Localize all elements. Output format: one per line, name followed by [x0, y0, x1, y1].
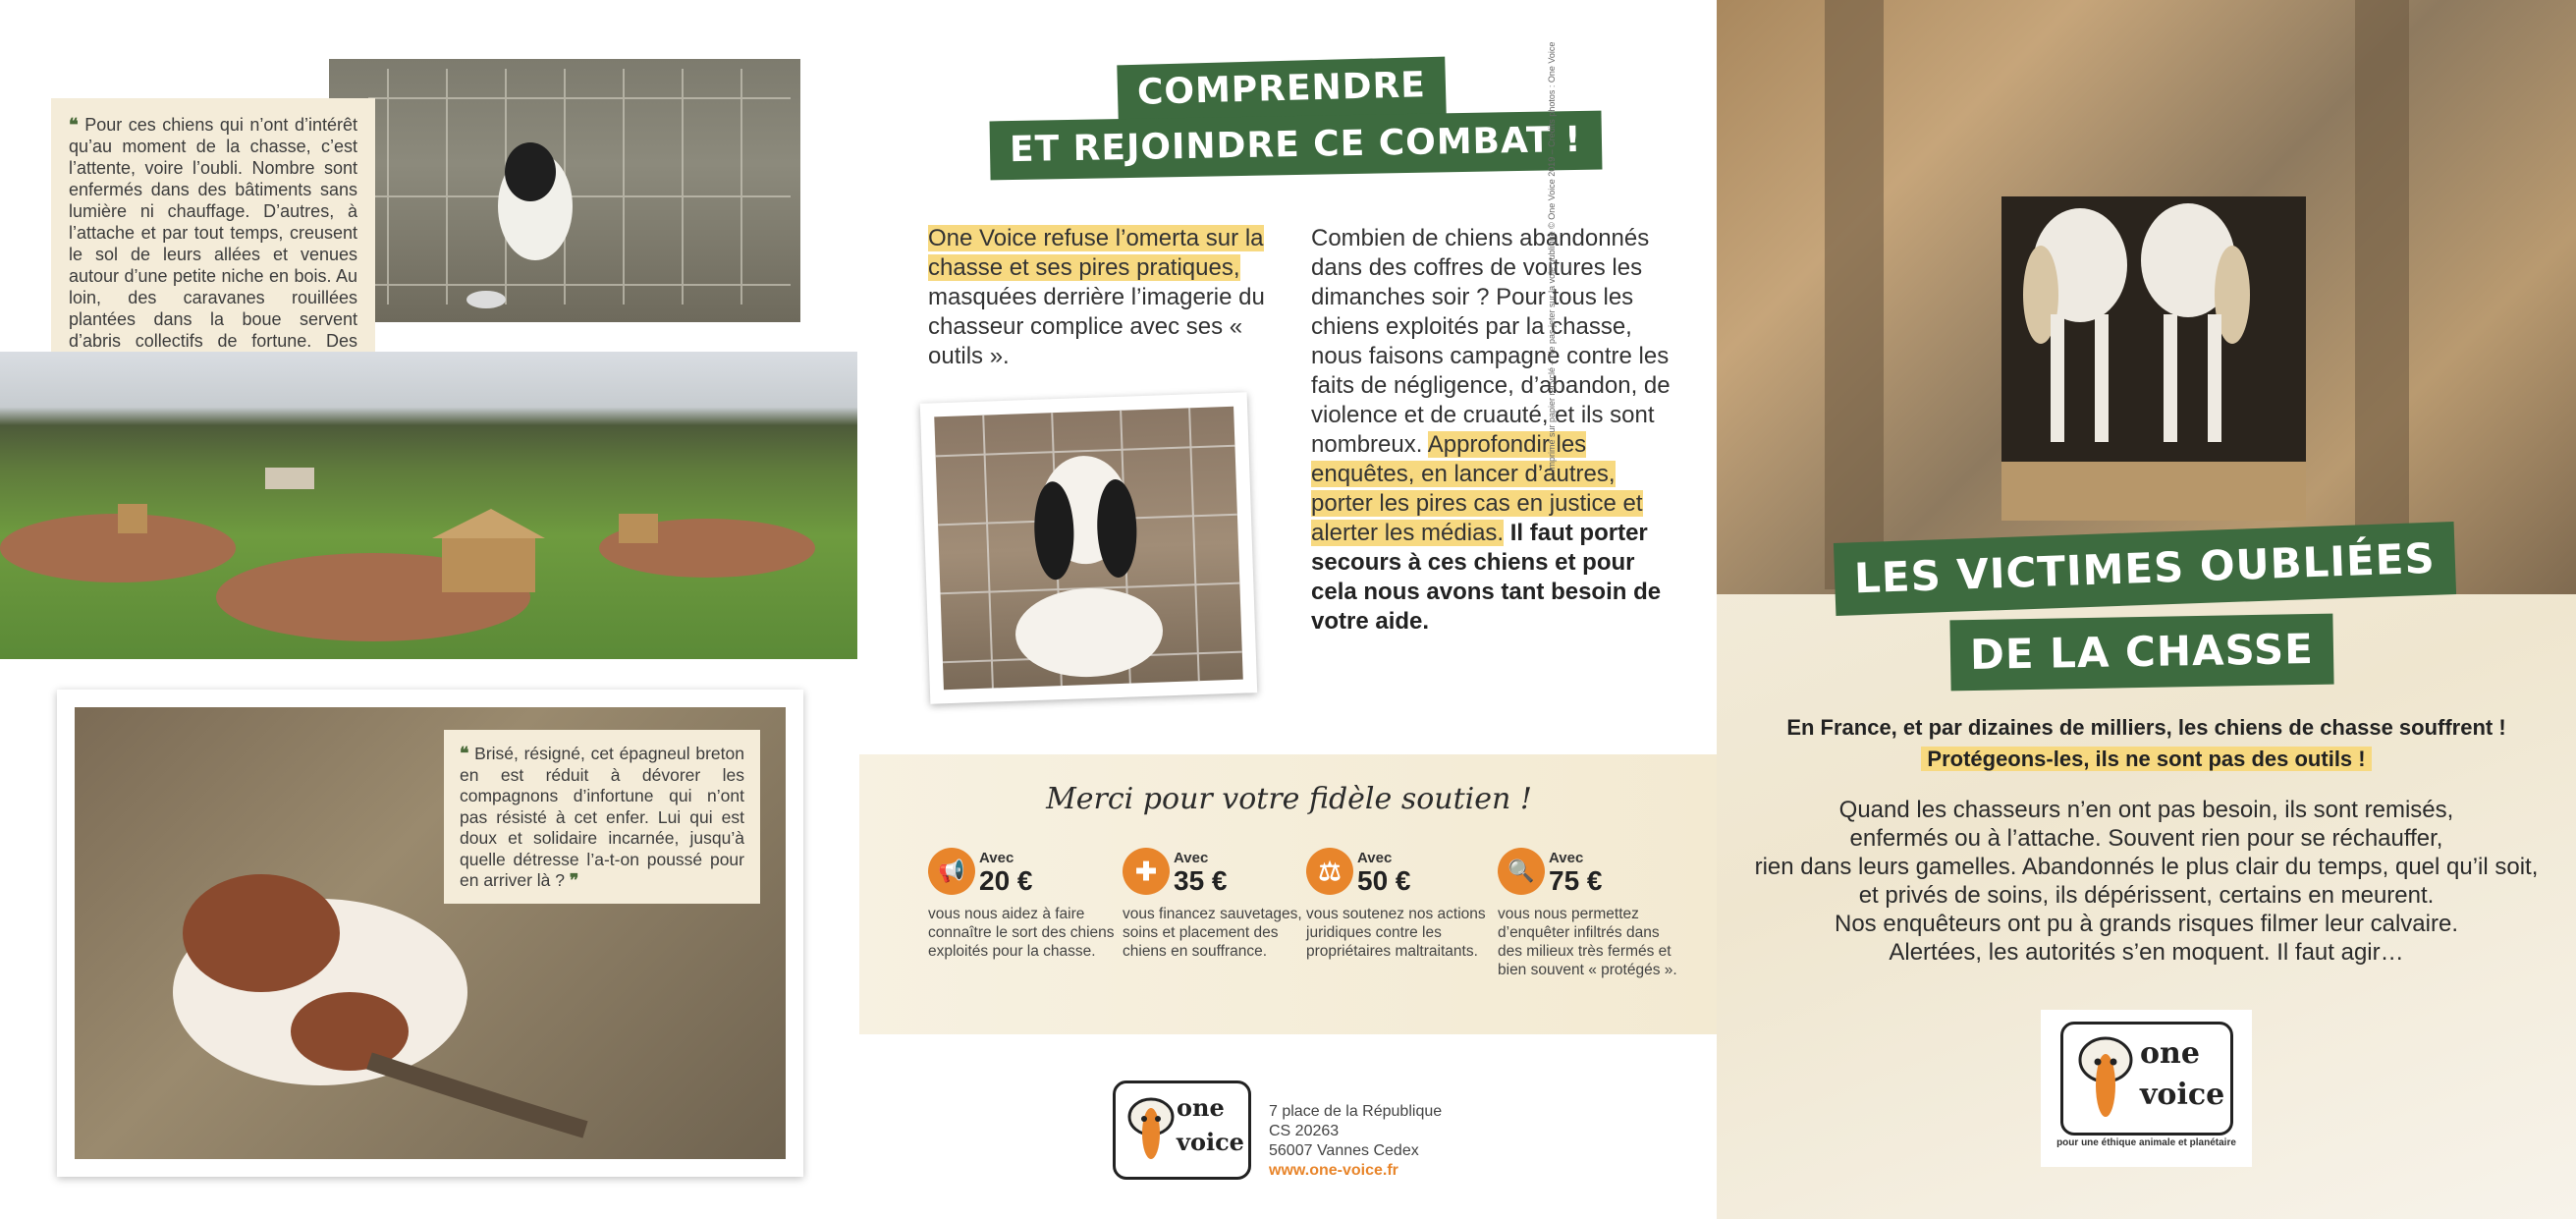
quote-bottom-text: Brisé, résigné, cet épagneul breton en est réduit à dévorer les compagnons d’infortune qui n’ont pas résisté à cet enfer. Lui qui est doux et solidaire incarnée, jusqu’à quelle détresse l’a-t-on poussé pour en arriver là ?: [460, 744, 744, 890]
donation-title: Merci pour votre fidèle soutien !: [1046, 782, 1532, 816]
lead-bold: En France, et par dizaines de milliers, les chiens de chasse souffrent !: [1786, 715, 2506, 740]
kennel-field-photo: [0, 352, 857, 659]
donation-desc: vous financez sauvetages, soins et placement des chiens en souffrance.: [1123, 906, 1302, 960]
donation-amount: 20 €: [979, 865, 1033, 896]
donation-avec: Avec: [979, 850, 1014, 866]
main-title-line1: LES VICTIMES OUBLIÉES: [1834, 522, 2456, 616]
donation-desc: vous nous aidez à faire connaître le sort des chiens exploités pour la chasse.: [928, 906, 1115, 960]
body-line: Alertées, les autorités s’en moquent. Il faut agir…: [1889, 939, 2404, 966]
photo-credits: Imprimé sur papier recyclé – Ne pas jeter sur la voie publique © One Voice 2019 – Crédits photos : One Voice: [1547, 41, 1557, 471]
dogs-window-graphic: [1717, 0, 2576, 594]
right-logo-card: [2041, 1010, 2252, 1167]
address-line-3: 56007 Vannes Cedex: [1269, 1142, 1419, 1159]
donation-desc: vous soutenez nos actions juridiques contre les propriétaires maltraitants.: [1306, 906, 1486, 960]
cage-bars-graphic: [329, 59, 800, 322]
main-title-line2: DE LA CHASSE: [1949, 614, 2333, 692]
col2-text: Combien de chiens abandonnés dans des coffres de voitures les dimanches soir ? Pour tous les chiens exploités par la chasse, nous faisons campagne contre les faits de négligence, d’abandon, de violence et de cruauté, et ils sont nombreux.: [1311, 225, 1671, 458]
logo-word-one: one: [2140, 1036, 2200, 1071]
column-right-text: [1311, 224, 1674, 637]
donation-avec: Avec: [1549, 850, 1584, 866]
donation-amount: 50 €: [1357, 865, 1411, 896]
body-line: et privés de soins, ils dépérissent, certains en meurent.: [1858, 882, 2435, 909]
kennel-cage-photo: [329, 59, 800, 322]
donation-avec: Avec: [1357, 850, 1393, 866]
column-left-text: [928, 224, 1282, 371]
quote-top-text: Pour ces chiens qui n’ont d’intérêt qu’au moment de la chasse, c’est l’attente, voire l’oubli. Nombre sont enfermés dans des bâtiments sans lumière ni chauffage. D’autres, à l’attache et par tout temps, creusent le sol de leurs allées et venues autour d’une petite niche en bois. Au loin, des caravanes rouillées plantées dans la boue servent d’abris collectifs de fortune. Des: [69, 115, 357, 351]
donation-panel: [859, 754, 1719, 1034]
body-line: rien dans leurs gamelles. Abandonnés le plus clair du temps, quel qu’il soit,: [1754, 854, 2539, 880]
col1-text: masquées derrière l’imagerie du chasseur complice avec ses « outils ».: [928, 284, 1265, 369]
logo-word-voice: voice: [2140, 1078, 2225, 1112]
heading-rejoindre: ET REJOINDRE CE COMBAT !: [990, 111, 1603, 181]
field-scene-graphic: [0, 352, 857, 659]
dogs-window-photo: [1717, 0, 2576, 594]
donation-amount: 75 €: [1549, 865, 1603, 896]
gavel-icon: ⚖: [1306, 848, 1353, 895]
dog-fence-graphic: [934, 407, 1243, 690]
right-logo: [2060, 1022, 2233, 1136]
address-line-1: 7 place de la République: [1269, 1103, 1443, 1120]
medical-cross-icon: ✚: [1123, 848, 1170, 895]
website-link[interactable]: www.one-voice.fr: [1269, 1162, 1398, 1179]
donation-desc: vous nous permettez d’enquêter infiltrés dans des milieux très fermés et bien souvent « protégés ».: [1498, 906, 1677, 978]
logo-tagline: pour une éthique animale et planétaire: [2056, 1137, 2236, 1148]
quote-open-icon: ❝: [69, 115, 79, 135]
right-body-text: [1717, 796, 2576, 967]
quote-close-icon: ❞: [569, 870, 579, 890]
megaphone-icon: 📢: [928, 848, 975, 895]
footer-logo: [1113, 1080, 1251, 1180]
dog-fence-photo: [934, 407, 1243, 690]
body-line: Quand les chasseurs n’en ont pas besoin, ils sont remisés,: [1838, 797, 2454, 823]
footer-address: [1269, 1102, 1442, 1181]
heading-comprendre: COMPRENDRE: [1117, 57, 1446, 123]
donation-amount: 35 €: [1174, 865, 1228, 896]
sheep-icon: [2071, 1028, 2140, 1127]
body-line: enfermés ou à l’attache. Souvent rien pour se réchauffer,: [1849, 825, 2443, 852]
col1-highlight: One Voice refuse l’omerta sur la chasse et ses pires pratiques,: [928, 225, 1264, 281]
dog-fence-photo-frame: [920, 392, 1257, 703]
col2-highlight: Approfondir les enquêtes, en lancer d’autres, porter les pires cas en justice et alerter les médias.: [1311, 431, 1643, 546]
quote-open-icon: ❝: [460, 744, 469, 763]
lead-highlight-wrap: [1717, 747, 2576, 772]
logo-word-voice: voice: [1177, 1128, 1244, 1156]
quote-bottom: [444, 730, 760, 904]
address-line-2: CS 20263: [1269, 1123, 1340, 1139]
magnifier-icon: 🔍: [1498, 848, 1545, 895]
body-line: Nos enquêteurs ont pu à grands risques filmer leur calvaire.: [1835, 911, 2458, 937]
donation-avec: Avec: [1174, 850, 1209, 866]
lead-highlight: Protégeons-les, ils ne sont pas des outils !: [1921, 747, 2371, 771]
sheep-icon: [1122, 1089, 1180, 1168]
col2-bold: Il faut porter secours à ces chiens et pour cela nous avons tant besoin de votre aide.: [1311, 520, 1662, 635]
logo-word-one: one: [1177, 1093, 1225, 1122]
